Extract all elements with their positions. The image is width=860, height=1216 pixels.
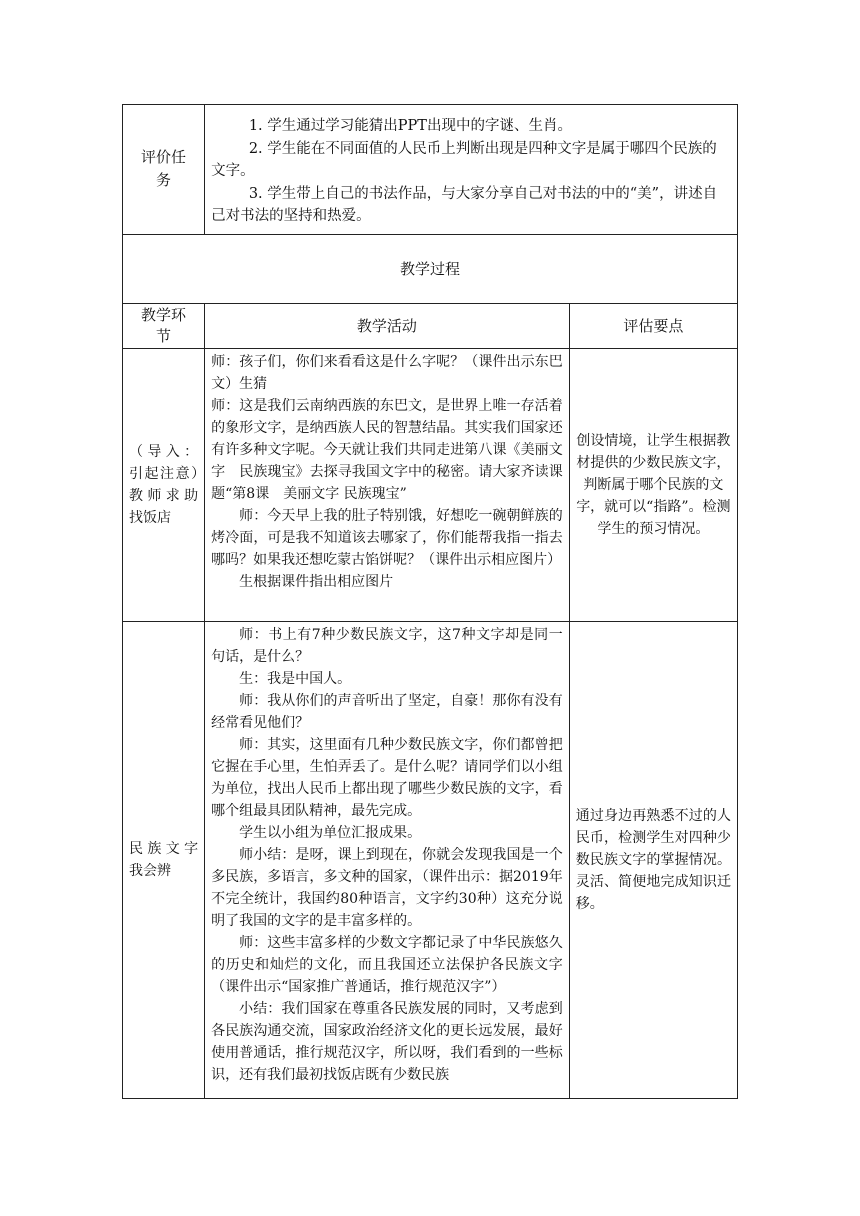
- stage-cell: [123, 621, 205, 1098]
- assessment-cell: 创设情境，让学生根据教材提供的少数民族文字，判断属于哪个民族的文字，就可以“指路”。检测学生的预习情况。: [569, 348, 737, 621]
- activity-line: 师：我从你们的声音听出了坚定，自豪！那你有没有经常看见他们？: [211, 692, 563, 731]
- section-title: 教学过程: [123, 234, 738, 303]
- stage-cell: [123, 348, 205, 621]
- activity-line: 生根据课件指出相应图片: [239, 573, 394, 590]
- stage-label: 民族文字我会辨: [129, 840, 199, 879]
- evaluation-row: [123, 105, 738, 235]
- header-assessment: 评估要点: [569, 303, 737, 348]
- evaluation-item: 3. 学生带上自己的书法作品，与大家分享自己对书法的中的“美”，讲述自己对书法的坚持和热爱。: [211, 185, 718, 224]
- assessment-cell: 通过身边再熟悉不过的人民币，检测学生对四种少数民族文字的掌握情况。灵活、简便地完成知识迁移。: [569, 621, 737, 1098]
- lesson-plan-page: [122, 104, 738, 1099]
- table-row: [123, 621, 738, 1098]
- evaluation-label: 评价任务: [123, 105, 205, 235]
- activity-line: 小结：我们国家在尊重各民族发展的同时，又考虑到各民族沟通交流，国家政治经济文化的更长远发展，最好使用普通话，推行规范汉字，所以呀，我们看到的一些标识，还有我们最初找饭店既有少数民族: [211, 1000, 563, 1083]
- header-stage: 教学环节: [123, 303, 205, 348]
- activity-line: 学生以小组为单位汇报成果。: [239, 824, 422, 841]
- header-row: [123, 303, 738, 348]
- activity-line: 师：这些丰富多样的少数文字都记录了中华民族悠久的历史和灿烂的文化，而且我国还立法保护各民族文字（课件出示“国家推广普通话，推行规范汉字”）: [211, 934, 563, 995]
- activity-line: 师：书上有7种少数民族文字，这7种文字却是同一句话，是什么？: [211, 626, 563, 665]
- activity-line: 生：我是中国人。: [239, 670, 352, 687]
- activity-line: 师：其实，这里面有几种少数民族文字，你们都曾把它握在手心里，生怕弄丢了。是什么呢？请同学们以小组为单位，找出人民币上都出现了哪些少数民族的文字，看哪个组最具团队精神，最先完成。: [211, 736, 563, 819]
- section-row: [123, 234, 738, 303]
- evaluation-item: 1. 学生通过学习能猜出PPT出现中的字谜、生肖。: [248, 118, 572, 134]
- header-activity: 教学活动: [205, 303, 570, 348]
- activity-line: 师：这是我们云南纳西族的东巴文，是世界上唯一存活着的象形文字，是纳西族人民的智慧结晶。其实我们国家还有许多种文字呢。今天就让我们共同走进第八课《美丽文字 民族瑰宝》去探寻我国文字中的秘密。请大家齐读课题“第8课 美丽文字 民族瑰宝”: [211, 397, 563, 502]
- stage-label: （导入：引起注意）教师求助找饭店: [129, 443, 199, 526]
- evaluation-item: 2. 学生能在不同面值的人民币上判断出现是四种文字是属于哪四个民族的文字。: [211, 140, 717, 179]
- lesson-plan-table: [122, 104, 738, 1099]
- table-row: [123, 348, 738, 621]
- activity-line: 师：今天早上我的肚子特别饿，好想吃一碗朝鲜族的烤冷面，可是我不知道该去哪家了，你们能帮我指一指去哪吗？如果我还想吃蒙古馅饼呢？（课件出示相应图片）: [211, 507, 563, 568]
- activity-cell: [205, 621, 570, 1098]
- activity-cell: [205, 348, 570, 621]
- evaluation-tasks: [205, 105, 738, 235]
- activity-line: 师：孩子们，你们来看看这是什么字呢？（课件出示东巴文）生猜: [211, 353, 563, 392]
- activity-line: 师小结：是呀，课上到现在，你就会发现我国是一个多民族，多语言，多文种的国家，（课件出示：据2019年不完全统计，我国约80种语言，文字约30种）这充分说明了我国的文字的是丰富多样的。: [211, 846, 563, 929]
